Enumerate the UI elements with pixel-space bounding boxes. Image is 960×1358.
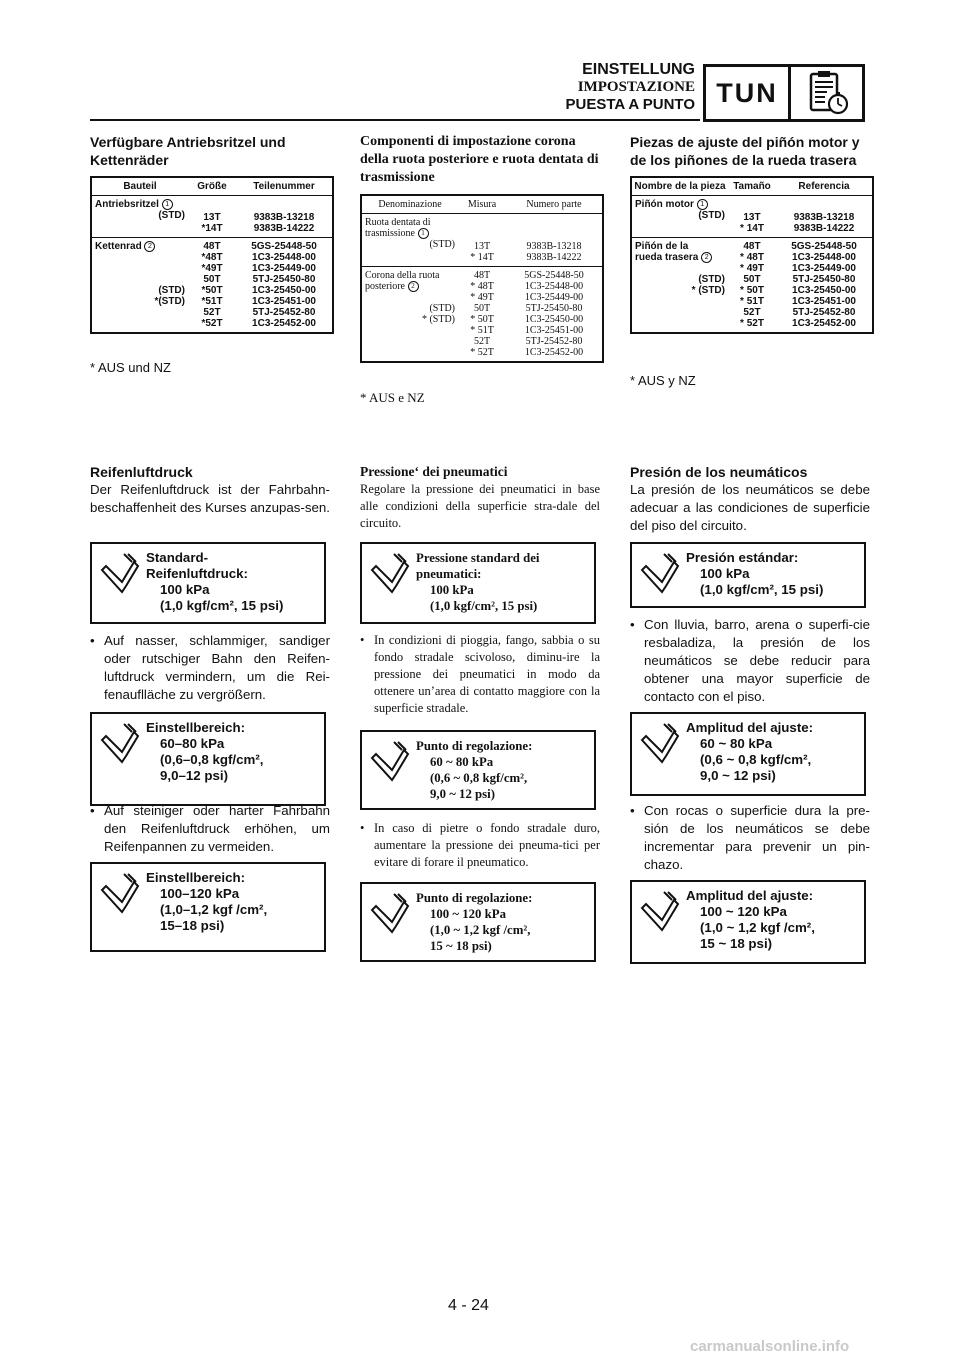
es-sprocket-title-line2: de los piñones de la rueda trasera — [630, 152, 857, 168]
it-row2-parts: 5GS-25448-50 1C3-25448-00 1C3-25449-00 5TJ-25450-80 1C3-25450-00 1C3-25451-00 5TJ-25452-80 1C3-25452-00 — [506, 267, 602, 362]
de-row2-sizes: 48T *48T *49T 50T *50T *51T 52T *52T — [188, 238, 236, 333]
it-row1-name — [362, 214, 458, 267]
de-spec3-text — [146, 870, 267, 934]
es-row2-name — [632, 238, 728, 333]
wrench-spec-icon — [368, 892, 412, 940]
de-row2-name — [92, 238, 188, 333]
de-spec2-value3: 9,0–12 psi) — [160, 768, 229, 783]
de-tire-title: Reifenluftdruck — [90, 464, 193, 480]
es-spec2-value3: 9,0 ~ 12 psi) — [700, 768, 776, 783]
it-tire-title: Pressione‘ dei pneumatici — [360, 464, 508, 479]
es-spec2-value1: 60 ~ 80 kPa — [700, 736, 773, 751]
de-sprocket-title-line1: Verfügbare Antriebsritzel und — [90, 134, 286, 150]
it-th-number: Numero parte — [506, 196, 602, 214]
de-bullet-1 — [90, 632, 330, 704]
wrench-spec-icon — [98, 722, 142, 770]
wrench-spec-icon — [638, 722, 682, 770]
it-spec1-text — [416, 550, 539, 614]
bullet-dot: • — [90, 633, 95, 648]
bullet-dot: • — [630, 617, 635, 632]
section-code: TUN — [706, 67, 791, 119]
it-row1-parts: 9383B-13218 9383B-14222 — [506, 214, 602, 267]
de-footnote: * AUS und NZ — [90, 360, 171, 375]
de-th-size: Größe — [188, 178, 236, 196]
wrench-spec-icon — [638, 890, 682, 938]
de-spec1-text — [146, 550, 283, 614]
de-bullet1-text: Auf nasser, schlammiger, sandiger oder rutschiger Bahn den Reifen-luftdruck vermindern, um die Rei-fenauflläche zu vergrößern. — [104, 633, 330, 702]
es-row1-name — [632, 196, 728, 238]
it-th-size: Misura — [458, 196, 506, 214]
it-spec1-label: Pressione standard dei pneumatici: — [416, 551, 540, 581]
it-row1-sub: (STD) — [429, 239, 455, 251]
es-tire-text: La presión de los neumáticos se debe adecuar a las condiciones de superficie del piso del circuito. — [630, 482, 870, 533]
es-spec2-value2: (0,6 ~ 0,8 kgf/cm², — [700, 752, 812, 767]
it-spec2-value3: 9,0 ~ 12 psi) — [430, 787, 495, 801]
de-row1-name — [92, 196, 188, 238]
es-spec1-text — [686, 550, 823, 598]
it-spec3-value3: 15 ~ 18 psi) — [430, 939, 492, 953]
de-spec2-value1: 60–80 kPa — [160, 736, 225, 751]
header-title-es: PUESTA A PUNTO — [565, 96, 695, 113]
it-spec-range-2 — [360, 882, 596, 962]
es-spec-range-2 — [630, 880, 866, 964]
de-row1-sub: (STD) — [158, 210, 185, 222]
es-spec2-label: Amplitud del ajuste: — [686, 720, 814, 735]
it-bullet2-text: In caso di pietre o fondo stradale duro, aumentare la pressione dei pneuma-tici per evitare di forare il pneumatico. — [374, 821, 600, 869]
it-footnote: * AUS e NZ — [360, 390, 425, 405]
it-spec-standard — [360, 542, 596, 624]
de-row1-label: Antriebsritzel — [95, 199, 159, 211]
de-spec1-value2: (1,0 kgf/cm², 15 psi) — [160, 598, 284, 613]
es-sprocket-title — [630, 133, 870, 169]
es-tire-section — [630, 463, 870, 535]
bullet-dot: • — [90, 803, 95, 818]
it-bullet-1 — [360, 632, 600, 717]
es-spec1-value2: (1,0 kgf/cm², 15 psi) — [700, 582, 824, 597]
bullet-dot: • — [630, 803, 635, 818]
es-row1-parts: 9383B-13218 9383B-14222 — [776, 196, 872, 238]
wrench-spec-icon — [368, 740, 412, 788]
it-spec2-label: Punto di regolazione: — [416, 739, 533, 753]
it-row2-label: Corona della ruota posteriore — [365, 270, 440, 292]
it-row1-label: Ruota dentata di trasmissione — [365, 217, 431, 239]
it-spec3-label: Punto di regolazione: — [416, 891, 533, 905]
de-spec2-label: Einstellbereich: — [146, 720, 246, 735]
circled-number: 2 — [144, 241, 155, 252]
it-tire-section — [360, 463, 600, 532]
de-spec3-label: Einstellbereich: — [146, 870, 246, 885]
de-spec-standard — [90, 542, 326, 624]
de-tire-section — [90, 463, 330, 517]
it-spec3-value2: (1,0 ~ 1,2 kgf /cm², — [430, 923, 531, 937]
it-sprocket-title: Componenti di impostazione corona della ruota posteriore e ruota dentata di trasmissione — [360, 134, 599, 185]
de-tire-text: Der Reifenluftdruck ist der Fahrbahn-beschaffenheit des Kurses anzupas-sen. — [90, 482, 330, 515]
it-spec2-value1: 60 ~ 80 kPa — [430, 755, 494, 769]
de-parts-table — [90, 176, 334, 334]
it-spec3-value1: 100 ~ 120 kPa — [430, 907, 506, 921]
es-th-size: Tamaño — [728, 178, 776, 196]
wrench-spec-icon — [368, 552, 412, 600]
it-spec-range-1 — [360, 730, 596, 810]
es-bullet-2 — [630, 802, 870, 874]
de-spec3-value1: 100–120 kPa — [160, 886, 240, 901]
de-row2-label: Kettenrad — [95, 241, 142, 253]
de-spec2-value2: (0,6–0,8 kgf/cm², — [160, 752, 264, 767]
es-spec-range-1 — [630, 712, 866, 796]
bullet-dot: • — [360, 633, 365, 647]
de-spec-range-1 — [90, 712, 326, 806]
it-spec2-value2: (0,6 ~ 0,8 kgf/cm², — [430, 771, 528, 785]
it-row2-sizes: 48T * 48T * 49T 50T * 50T * 51T 52T * 52T — [458, 267, 506, 362]
es-row1-sizes: 13T * 14T — [728, 196, 776, 238]
it-spec2-text — [416, 738, 532, 802]
es-spec-standard — [630, 542, 866, 608]
de-spec1-label: Standard- Reifenluftdruck: — [146, 550, 248, 581]
it-row2-sub: (STD) * (STD) — [421, 303, 455, 326]
es-parts-table — [630, 176, 874, 334]
de-th-number: Teilenummer — [236, 178, 332, 196]
de-spec3-value2: (1,0–1,2 kgf /cm², — [160, 902, 268, 917]
es-row2-parts: 5GS-25448-50 1C3-25448-00 1C3-25449-00 5TJ-25450-80 1C3-25450-00 1C3-25451-00 5TJ-25452-80 1C3-25452-00 — [776, 238, 872, 333]
it-spec3-text — [416, 890, 532, 954]
bullet-dot: • — [360, 821, 365, 835]
de-bullet-2 — [90, 802, 330, 856]
de-spec-range-2 — [90, 862, 326, 952]
es-spec1-label: Presión estándar: — [686, 550, 799, 565]
de-spec2-text — [146, 720, 263, 784]
it-bullet-2 — [360, 820, 600, 871]
it-tire-text: Regolare la pressione dei pneumatici in base alle condizioni della superficie stra-dale del circuito. — [360, 482, 600, 530]
de-spec1-value1: 100 kPa — [160, 582, 210, 597]
circled-number: 2 — [701, 252, 712, 263]
es-bullet-1 — [630, 616, 870, 706]
es-row1-label: Piñón motor — [635, 199, 694, 211]
es-row2-sub: (STD) * (STD) — [691, 274, 725, 297]
es-sprocket-title-line1: Piezas de ajuste del piñón motor y — [630, 134, 860, 150]
it-parts-table — [360, 194, 604, 363]
de-row2-parts: 5GS-25448-50 1C3-25448-00 1C3-25449-00 5TJ-25450-80 1C3-25450-00 1C3-25451-00 5TJ-25452-80 1C3-25452-00 — [236, 238, 332, 333]
de-sprocket-title-line2: Kettenräder — [90, 152, 169, 168]
footer-watermark: carmanualsonline.info — [690, 1338, 850, 1355]
es-footnote: * AUS y NZ — [630, 373, 696, 388]
de-row1-sizes: 13T *14T — [188, 196, 236, 238]
circled-number: 1 — [697, 199, 708, 210]
circled-number: 1 — [162, 199, 173, 210]
it-row1-sizes: 13T * 14T — [458, 214, 506, 267]
circled-number: 2 — [408, 281, 419, 292]
es-spec3-value3: 15 ~ 18 psi) — [700, 936, 773, 951]
page-number: 4 - 24 — [448, 1297, 489, 1314]
es-tire-title: Presión de los neumáticos — [630, 464, 808, 480]
clipboard-stopwatch-icon — [791, 67, 862, 119]
it-spec1-value1: 100 kPa — [430, 583, 474, 597]
de-sprocket-title — [90, 133, 330, 169]
es-spec3-value2: (1,0 ~ 1,2 kgf /cm², — [700, 920, 815, 935]
it-spec1-value2: (1,0 kgf/cm², 15 psi) — [430, 599, 538, 613]
section-badge — [703, 64, 865, 122]
es-spec3-label: Amplitud del ajuste: — [686, 888, 814, 903]
es-spec3-value1: 100 ~ 120 kPa — [700, 904, 787, 919]
wrench-spec-icon — [98, 872, 142, 920]
header-title-it: IMPOSTAZIONE — [577, 79, 695, 95]
de-row1-parts: 9383B-13218 9383B-14222 — [236, 196, 332, 238]
de-row2-sub: (STD) *(STD) — [154, 285, 185, 308]
es-spec2-text — [686, 720, 813, 784]
es-spec1-value1: 100 kPa — [700, 566, 750, 581]
de-th-part: Bauteil — [92, 178, 188, 196]
circled-number: 1 — [418, 228, 429, 239]
wrench-spec-icon — [98, 552, 142, 600]
es-row2-label: Piñón de la rueda trasera — [635, 241, 699, 264]
es-bullet1-text: Con lluvia, barro, arena o superfi-cie resbaladiza, la presión de los neumáticos se debe reducir para obtener una mayor superficie de contacto con el piso. — [644, 617, 870, 704]
de-spec3-value3: 15–18 psi) — [160, 918, 225, 933]
header-rule — [90, 119, 700, 121]
it-th-part: Denominazione — [362, 196, 458, 214]
es-th-number: Referencia — [776, 178, 872, 196]
es-bullet2-text: Con rocas o superficie dura la pre-sión de los neumáticos se debe incrementar para prevenir un pin-chazo. — [644, 803, 870, 872]
it-row2-name — [362, 267, 458, 362]
es-spec3-text — [686, 888, 815, 952]
it-bullet1-text: In condizioni di pioggia, fango, sabbia o su fondo stradale scivoloso, diminu-ire la pressione dei pneumatici in modo da ottenere un’area di contatto maggiore con la superficie stradale. — [374, 633, 600, 715]
es-row2-sizes: 48T * 48T * 49T 50T * 50T * 51T 52T * 52T — [728, 238, 776, 333]
de-bullet2-text: Auf steiniger oder harter Fahrbahn den Reifenluftdruck erhöhen, um Reifenpannen zu vermeiden. — [104, 803, 330, 854]
wrench-spec-icon — [638, 552, 682, 600]
header-title-de: EINSTELLUNG — [582, 61, 695, 78]
es-th-part: Nombre de la pieza — [632, 178, 728, 196]
es-row1-sub: (STD) — [698, 210, 725, 222]
